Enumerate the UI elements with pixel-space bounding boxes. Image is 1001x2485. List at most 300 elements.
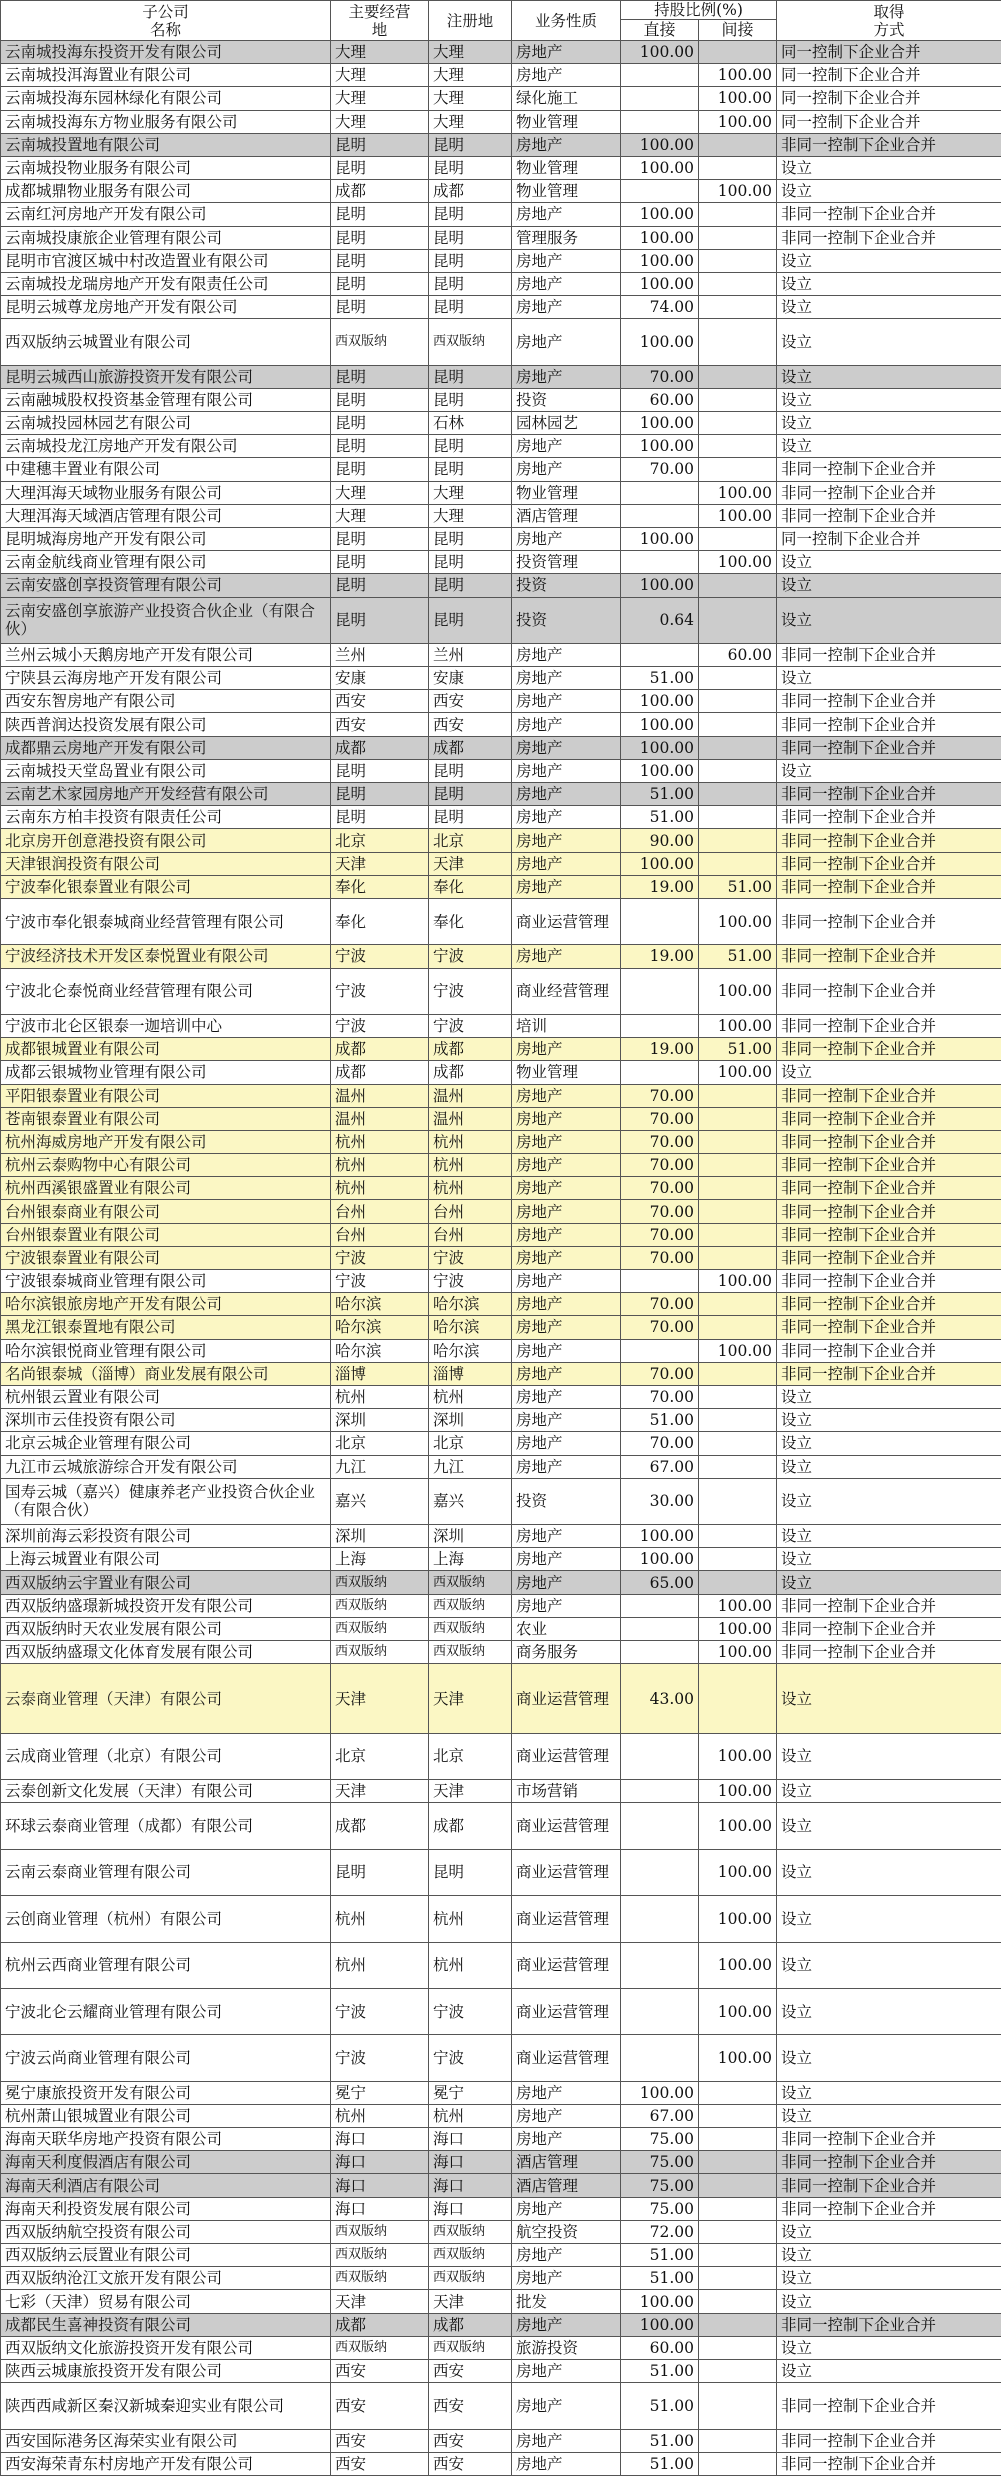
main-location-cell: 昆明 <box>331 203 429 226</box>
table-row <box>1 968 1001 1014</box>
indirect-share-cell <box>699 1385 777 1408</box>
table-row <box>1 458 1001 481</box>
indirect-share-cell <box>699 1409 777 1432</box>
table-row <box>1 365 1001 388</box>
subsidiary-name-cell: 云南城投园林园艺有限公司 <box>1 412 331 435</box>
acquisition-method-cell: 设立 <box>777 319 1001 365</box>
registered-place-cell: 西安 <box>429 713 512 736</box>
direct-share-cell: 70.00 <box>621 1223 699 1246</box>
indirect-share-cell <box>699 1130 777 1153</box>
business-nature-cell: 房地产 <box>512 806 621 829</box>
table-row <box>1 226 1001 249</box>
subsidiary-name-cell: 西双版纳云辰置业有限公司 <box>1 2244 331 2267</box>
subsidiary-name-cell: 台州银泰置业有限公司 <box>1 1223 331 1246</box>
business-nature-cell: 房地产 <box>512 1455 621 1478</box>
main-location-cell: 宁波 <box>331 1246 429 1269</box>
business-nature-cell: 房地产 <box>512 1200 621 1223</box>
main-location-cell: 昆明 <box>331 226 429 249</box>
main-location-cell: 成都 <box>331 1061 429 1084</box>
registered-place-cell: 成都 <box>429 1803 512 1849</box>
subsidiary-name-cell: 云南城投物业服务有限公司 <box>1 156 331 179</box>
main-location-cell: 哈尔滨 <box>331 1293 429 1316</box>
subsidiary-name-cell: 成都云银城物业管理有限公司 <box>1 1061 331 1084</box>
registered-place-cell: 杭州 <box>429 1154 512 1177</box>
indirect-share-cell <box>699 1154 777 1177</box>
acquisition-method-cell: 非同一控制下企业合并 <box>777 203 1001 226</box>
header-shareholding-ratio: 持股比例(%) <box>621 1 777 20</box>
registered-place-cell: 温州 <box>429 1107 512 1130</box>
business-nature-cell: 房地产 <box>512 1362 621 1385</box>
main-location-cell: 宁波 <box>331 1988 429 2034</box>
acquisition-method-cell: 设立 <box>777 388 1001 411</box>
direct-share-cell: 67.00 <box>621 1455 699 1478</box>
main-location-cell: 哈尔滨 <box>331 1339 429 1362</box>
table-row <box>1 2313 1001 2336</box>
acquisition-method-cell: 设立 <box>777 365 1001 388</box>
indirect-share-cell <box>699 458 777 481</box>
business-nature-cell: 房地产 <box>512 365 621 388</box>
table-row <box>1 412 1001 435</box>
subsidiary-name-cell: 昆明云城西山旅游投资开发有限公司 <box>1 365 331 388</box>
business-nature-cell: 物业管理 <box>512 481 621 504</box>
acquisition-method-cell: 非同一控制下企业合并 <box>777 2197 1001 2220</box>
direct-share-cell <box>621 1617 699 1640</box>
direct-share-cell: 100.00 <box>621 41 699 64</box>
acquisition-method-cell: 同一控制下企业合并 <box>777 87 1001 110</box>
subsidiary-name-cell: 兰州云城小天鹅房地产开发有限公司 <box>1 643 331 666</box>
indirect-share-cell: 51.00 <box>699 945 777 968</box>
registered-place-cell: 西双版纳 <box>429 1594 512 1617</box>
acquisition-method-cell: 非同一控制下企业合并 <box>777 1362 1001 1385</box>
indirect-share-cell <box>699 667 777 690</box>
table-row <box>1 388 1001 411</box>
indirect-share-cell <box>699 736 777 759</box>
registered-place-cell: 冕宁 <box>429 2081 512 2104</box>
main-location-cell: 西双版纳 <box>331 2267 429 2290</box>
main-location-cell: 宁波 <box>331 945 429 968</box>
indirect-share-cell: 100.00 <box>699 2035 777 2081</box>
acquisition-method-cell: 同一控制下企业合并 <box>777 110 1001 133</box>
subsidiary-name-cell: 西安东智房地产有限公司 <box>1 690 331 713</box>
acquisition-method-cell: 非同一控制下企业合并 <box>777 2383 1001 2429</box>
direct-share-cell: 70.00 <box>621 1107 699 1130</box>
business-nature-cell: 房地产 <box>512 2429 621 2452</box>
table-row <box>1 2174 1001 2197</box>
registered-place-cell: 昆明 <box>429 226 512 249</box>
business-nature-cell: 房地产 <box>512 133 621 156</box>
main-location-cell: 昆明 <box>331 527 429 550</box>
business-nature-cell: 房地产 <box>512 1525 621 1548</box>
indirect-share-cell <box>699 296 777 319</box>
table-row <box>1 1849 1001 1895</box>
direct-share-cell: 51.00 <box>621 1409 699 1432</box>
direct-share-cell: 74.00 <box>621 296 699 319</box>
registered-place-cell: 北京 <box>429 829 512 852</box>
subsidiary-name-cell: 云南云泰商业管理有限公司 <box>1 1849 331 1895</box>
business-nature-cell: 房地产 <box>512 2244 621 2267</box>
main-location-cell: 成都 <box>331 736 429 759</box>
direct-share-cell: 51.00 <box>621 2452 699 2475</box>
main-location-cell: 西安 <box>331 2383 429 2429</box>
registered-place-cell: 宁波 <box>429 2035 512 2081</box>
subsidiary-name-cell: 西双版纳云城置业有限公司 <box>1 319 331 365</box>
business-nature-cell: 房地产 <box>512 1571 621 1594</box>
table-row <box>1 481 1001 504</box>
indirect-share-cell: 100.00 <box>699 110 777 133</box>
acquisition-method-cell: 设立 <box>777 1803 1001 1849</box>
acquisition-method-cell: 非同一控制下企业合并 <box>777 898 1001 944</box>
main-location-cell: 深圳 <box>331 1525 429 1548</box>
table-row <box>1 1641 1001 1664</box>
registered-place-cell: 西双版纳 <box>429 1641 512 1664</box>
direct-share-cell: 70.00 <box>621 365 699 388</box>
direct-share-cell: 100.00 <box>621 736 699 759</box>
registered-place-cell: 石林 <box>429 412 512 435</box>
acquisition-method-cell: 同一控制下企业合并 <box>777 64 1001 87</box>
table-row <box>1 527 1001 550</box>
registered-place-cell: 天津 <box>429 852 512 875</box>
table-row <box>1 1525 1001 1548</box>
table-row <box>1 1177 1001 1200</box>
indirect-share-cell <box>699 412 777 435</box>
subsidiary-name-cell: 云南金航线商业管理有限公司 <box>1 551 331 574</box>
acquisition-method-cell: 非同一控制下企业合并 <box>777 2313 1001 2336</box>
main-location-cell: 台州 <box>331 1223 429 1246</box>
main-location-cell: 西双版纳 <box>331 319 429 365</box>
main-location-cell: 成都 <box>331 2313 429 2336</box>
direct-share-cell: 100.00 <box>621 249 699 272</box>
subsidiary-name-cell: 云南城投康旅企业管理有限公司 <box>1 226 331 249</box>
business-nature-cell: 商业运营管理 <box>512 2035 621 2081</box>
indirect-share-cell <box>699 1571 777 1594</box>
registered-place-cell: 大理 <box>429 87 512 110</box>
indirect-share-cell <box>699 1525 777 1548</box>
main-location-cell: 昆明 <box>331 435 429 458</box>
subsidiary-name-cell: 哈尔滨银旅房地产开发有限公司 <box>1 1293 331 1316</box>
direct-share-cell: 100.00 <box>621 1548 699 1571</box>
acquisition-method-cell: 设立 <box>777 2267 1001 2290</box>
acquisition-method-cell: 非同一控制下企业合并 <box>777 1223 1001 1246</box>
main-location-cell: 天津 <box>331 2290 429 2313</box>
subsidiary-name-cell: 成都银城置业有限公司 <box>1 1038 331 1061</box>
indirect-share-cell <box>699 1316 777 1339</box>
acquisition-method-cell: 非同一控制下企业合并 <box>777 1200 1001 1223</box>
direct-share-cell: 19.00 <box>621 875 699 898</box>
table-row <box>1 1594 1001 1617</box>
indirect-share-cell <box>699 713 777 736</box>
indirect-share-cell: 100.00 <box>699 1942 777 1988</box>
business-nature-cell: 房地产 <box>512 875 621 898</box>
direct-share-cell: 100.00 <box>621 435 699 458</box>
business-nature-cell: 房地产 <box>512 783 621 806</box>
acquisition-method-cell: 非同一控制下企业合并 <box>777 1293 1001 1316</box>
business-nature-cell: 农业 <box>512 1617 621 1640</box>
direct-share-cell: 70.00 <box>621 1246 699 1269</box>
indirect-share-cell <box>699 783 777 806</box>
header-subsidiary-name: 子公司 名称 <box>1 1 331 41</box>
subsidiary-name-cell: 深圳前海云彩投资有限公司 <box>1 1525 331 1548</box>
subsidiary-name-cell: 云南城投海东投资开发有限公司 <box>1 41 331 64</box>
table-row <box>1 1455 1001 1478</box>
acquisition-method-cell: 设立 <box>777 1478 1001 1524</box>
indirect-share-cell <box>699 156 777 179</box>
acquisition-method-cell: 设立 <box>777 249 1001 272</box>
indirect-share-cell <box>699 2128 777 2151</box>
direct-share-cell <box>621 180 699 203</box>
registered-place-cell: 海口 <box>429 2197 512 2220</box>
registered-place-cell: 海口 <box>429 2151 512 2174</box>
indirect-share-cell <box>699 1246 777 1269</box>
registered-place-cell: 九江 <box>429 1455 512 1478</box>
direct-share-cell: 67.00 <box>621 2104 699 2127</box>
registered-place-cell: 温州 <box>429 1084 512 1107</box>
registered-place-cell: 成都 <box>429 1061 512 1084</box>
table-row <box>1 875 1001 898</box>
subsidiary-name-cell: 海南天利酒店有限公司 <box>1 2174 331 2197</box>
direct-share-cell: 70.00 <box>621 1362 699 1385</box>
business-nature-cell: 房地产 <box>512 1594 621 1617</box>
main-location-cell: 西双版纳 <box>331 2220 429 2243</box>
indirect-share-cell: 51.00 <box>699 875 777 898</box>
direct-share-cell: 60.00 <box>621 388 699 411</box>
registered-place-cell: 淄博 <box>429 1362 512 1385</box>
business-nature-cell: 房地产 <box>512 1293 621 1316</box>
indirect-share-cell <box>699 249 777 272</box>
subsidiary-name-cell: 西安国际港务区海荣实业有限公司 <box>1 2429 331 2452</box>
subsidiary-name-cell: 宁波银泰置业有限公司 <box>1 1246 331 1269</box>
business-nature-cell: 投资 <box>512 574 621 597</box>
registered-place-cell: 宁波 <box>429 945 512 968</box>
registered-place-cell: 宁波 <box>429 1246 512 1269</box>
indirect-share-cell <box>699 527 777 550</box>
subsidiary-name-cell: 云南城投洱海置业有限公司 <box>1 64 331 87</box>
business-nature-cell: 房地产 <box>512 435 621 458</box>
direct-share-cell: 51.00 <box>621 667 699 690</box>
table-row <box>1 1409 1001 1432</box>
direct-share-cell <box>621 968 699 1014</box>
acquisition-method-cell: 设立 <box>777 551 1001 574</box>
direct-share-cell <box>621 1988 699 2034</box>
business-nature-cell: 投资 <box>512 388 621 411</box>
table-row <box>1 319 1001 365</box>
business-nature-cell: 培训 <box>512 1014 621 1037</box>
registered-place-cell: 昆明 <box>429 759 512 782</box>
table-row <box>1 2336 1001 2359</box>
subsidiary-name-cell: 西安海荣青东村房地产开发有限公司 <box>1 2452 331 2475</box>
main-location-cell: 昆明 <box>331 365 429 388</box>
acquisition-method-cell: 非同一控制下企业合并 <box>777 1641 1001 1664</box>
indirect-share-cell: 100.00 <box>699 968 777 1014</box>
acquisition-method-cell: 设立 <box>777 2104 1001 2127</box>
acquisition-method-cell: 设立 <box>777 667 1001 690</box>
indirect-share-cell <box>699 2220 777 2243</box>
business-nature-cell: 酒店管理 <box>512 504 621 527</box>
business-nature-cell: 房地产 <box>512 1223 621 1246</box>
main-location-cell: 西安 <box>331 713 429 736</box>
indirect-share-cell <box>699 2244 777 2267</box>
subsidiary-name-cell: 云南东方柏丰投资有限责任公司 <box>1 806 331 829</box>
direct-share-cell <box>621 481 699 504</box>
main-location-cell: 成都 <box>331 180 429 203</box>
direct-share-cell: 100.00 <box>621 319 699 365</box>
registered-place-cell: 海口 <box>429 2128 512 2151</box>
subsidiary-name-cell: 冕宁康旅投资开发有限公司 <box>1 2081 331 2104</box>
acquisition-method-cell: 非同一控制下企业合并 <box>777 133 1001 156</box>
business-nature-cell: 房地产 <box>512 1270 621 1293</box>
subsidiary-name-cell: 陕西西咸新区秦汉新城秦迎实业有限公司 <box>1 2383 331 2429</box>
table-row <box>1 1293 1001 1316</box>
acquisition-method-cell: 非同一控制下企业合并 <box>777 1246 1001 1269</box>
subsidiary-name-cell: 黑龙江银泰置地有限公司 <box>1 1316 331 1339</box>
acquisition-method-cell: 非同一控制下企业合并 <box>777 504 1001 527</box>
subsidiary-name-cell: 杭州云泰购物中心有限公司 <box>1 1154 331 1177</box>
business-nature-cell: 房地产 <box>512 643 621 666</box>
direct-share-cell: 100.00 <box>621 713 699 736</box>
direct-share-cell: 70.00 <box>621 1293 699 1316</box>
indirect-share-cell: 100.00 <box>699 1803 777 1849</box>
main-location-cell: 海口 <box>331 2151 429 2174</box>
subsidiary-name-cell: 国寿云城（嘉兴）健康养老产业投资合伙企业（有限合伙） <box>1 1478 331 1524</box>
indirect-share-cell <box>699 2429 777 2452</box>
registered-place-cell: 北京 <box>429 1733 512 1779</box>
main-location-cell: 哈尔滨 <box>331 1316 429 1339</box>
main-location-cell: 西安 <box>331 2452 429 2475</box>
acquisition-method-cell: 非同一控制下企业合并 <box>777 829 1001 852</box>
acquisition-method-cell: 非同一控制下企业合并 <box>777 643 1001 666</box>
indirect-share-cell: 100.00 <box>699 1339 777 1362</box>
direct-share-cell: 51.00 <box>621 2359 699 2382</box>
acquisition-method-cell: 非同一控制下企业合并 <box>777 1617 1001 1640</box>
business-nature-cell: 物业管理 <box>512 1061 621 1084</box>
subsidiary-name-cell: 宁波奉化银泰置业有限公司 <box>1 875 331 898</box>
table-row <box>1 2383 1001 2429</box>
direct-share-cell <box>621 1896 699 1942</box>
acquisition-method-cell: 设立 <box>777 1664 1001 1734</box>
indirect-share-cell <box>699 1084 777 1107</box>
registered-place-cell: 昆明 <box>429 458 512 481</box>
direct-share-cell <box>621 1270 699 1293</box>
business-nature-cell: 房地产 <box>512 1246 621 1269</box>
subsidiary-name-cell: 杭州云西商业管理有限公司 <box>1 1942 331 1988</box>
direct-share-cell <box>621 1733 699 1779</box>
acquisition-method-cell: 设立 <box>777 2336 1001 2359</box>
registered-place-cell: 昆明 <box>429 133 512 156</box>
registered-place-cell: 宁波 <box>429 1988 512 2034</box>
direct-share-cell: 65.00 <box>621 1571 699 1594</box>
indirect-share-cell: 100.00 <box>699 1641 777 1664</box>
main-location-cell: 天津 <box>331 1780 429 1803</box>
direct-share-cell: 100.00 <box>621 156 699 179</box>
direct-share-cell: 70.00 <box>621 1200 699 1223</box>
subsidiary-name-cell: 杭州海威房地产开发有限公司 <box>1 1130 331 1153</box>
acquisition-method-cell: 非同一控制下企业合并 <box>777 852 1001 875</box>
business-nature-cell: 商业运营管理 <box>512 1733 621 1779</box>
table-row <box>1 180 1001 203</box>
acquisition-method-cell: 设立 <box>777 1548 1001 1571</box>
table-row <box>1 806 1001 829</box>
main-location-cell: 大理 <box>331 64 429 87</box>
acquisition-method-cell: 设立 <box>777 296 1001 319</box>
subsidiary-name-cell: 云泰创新文化发展（天津）有限公司 <box>1 1780 331 1803</box>
business-nature-cell: 房地产 <box>512 1385 621 1408</box>
table-row <box>1 2128 1001 2151</box>
business-nature-cell: 商业运营管理 <box>512 1896 621 1942</box>
indirect-share-cell <box>699 226 777 249</box>
business-nature-cell: 房地产 <box>512 1409 621 1432</box>
registered-place-cell: 杭州 <box>429 1177 512 1200</box>
table-row <box>1 1107 1001 1130</box>
registered-place-cell: 北京 <box>429 1432 512 1455</box>
subsidiary-name-cell: 深圳市云佳投资有限公司 <box>1 1409 331 1432</box>
business-nature-cell: 商务服务 <box>512 1641 621 1664</box>
subsidiary-name-cell: 宁波市北仑区银泰一迦培训中心 <box>1 1014 331 1037</box>
main-location-cell: 西安 <box>331 2429 429 2452</box>
acquisition-method-cell: 非同一控制下企业合并 <box>777 1084 1001 1107</box>
registered-place-cell: 杭州 <box>429 2104 512 2127</box>
indirect-share-cell <box>699 2174 777 2197</box>
registered-place-cell: 昆明 <box>429 272 512 295</box>
registered-place-cell: 大理 <box>429 504 512 527</box>
subsidiary-name-cell: 杭州西溪银盛置业有限公司 <box>1 1177 331 1200</box>
main-location-cell: 宁波 <box>331 1014 429 1037</box>
indirect-share-cell <box>699 435 777 458</box>
registered-place-cell: 天津 <box>429 1780 512 1803</box>
registered-place-cell: 宁波 <box>429 1270 512 1293</box>
registered-place-cell: 安康 <box>429 667 512 690</box>
direct-share-cell: 100.00 <box>621 1525 699 1548</box>
main-location-cell: 海口 <box>331 2128 429 2151</box>
table-row <box>1 667 1001 690</box>
acquisition-method-cell: 设立 <box>777 1432 1001 1455</box>
registered-place-cell: 杭州 <box>429 1130 512 1153</box>
table-row <box>1 2104 1001 2127</box>
registered-place-cell: 昆明 <box>429 249 512 272</box>
table-row <box>1 2220 1001 2243</box>
business-nature-cell: 酒店管理 <box>512 2151 621 2174</box>
direct-share-cell: 19.00 <box>621 1038 699 1061</box>
registered-place-cell: 成都 <box>429 1038 512 1061</box>
business-nature-cell: 物业管理 <box>512 110 621 133</box>
indirect-share-cell <box>699 2151 777 2174</box>
acquisition-method-cell: 非同一控制下企业合并 <box>777 2128 1001 2151</box>
acquisition-method-cell: 设立 <box>777 180 1001 203</box>
direct-share-cell: 43.00 <box>621 1664 699 1734</box>
indirect-share-cell <box>699 2359 777 2382</box>
direct-share-cell: 75.00 <box>621 2151 699 2174</box>
main-location-cell: 大理 <box>331 481 429 504</box>
indirect-share-cell: 100.00 <box>699 898 777 944</box>
table-row <box>1 1548 1001 1571</box>
business-nature-cell: 房地产 <box>512 2452 621 2475</box>
main-location-cell: 嘉兴 <box>331 1478 429 1524</box>
acquisition-method-cell: 非同一控制下企业合并 <box>777 1130 1001 1153</box>
subsidiary-name-cell: 宁波经济技术开发区泰悦置业有限公司 <box>1 945 331 968</box>
main-location-cell: 昆明 <box>331 551 429 574</box>
business-nature-cell: 房地产 <box>512 296 621 319</box>
main-location-cell: 天津 <box>331 1664 429 1734</box>
subsidiary-name-cell: 环球云泰商业管理（成都）有限公司 <box>1 1803 331 1849</box>
main-location-cell: 杭州 <box>331 1154 429 1177</box>
registered-place-cell: 奉化 <box>429 875 512 898</box>
indirect-share-cell <box>699 1177 777 1200</box>
business-nature-cell: 航空投资 <box>512 2220 621 2243</box>
acquisition-method-cell: 非同一控制下企业合并 <box>777 1154 1001 1177</box>
main-location-cell: 海口 <box>331 2174 429 2197</box>
business-nature-cell: 房地产 <box>512 1177 621 1200</box>
indirect-share-cell <box>699 597 777 643</box>
direct-share-cell <box>621 1641 699 1664</box>
main-location-cell: 北京 <box>331 1733 429 1779</box>
